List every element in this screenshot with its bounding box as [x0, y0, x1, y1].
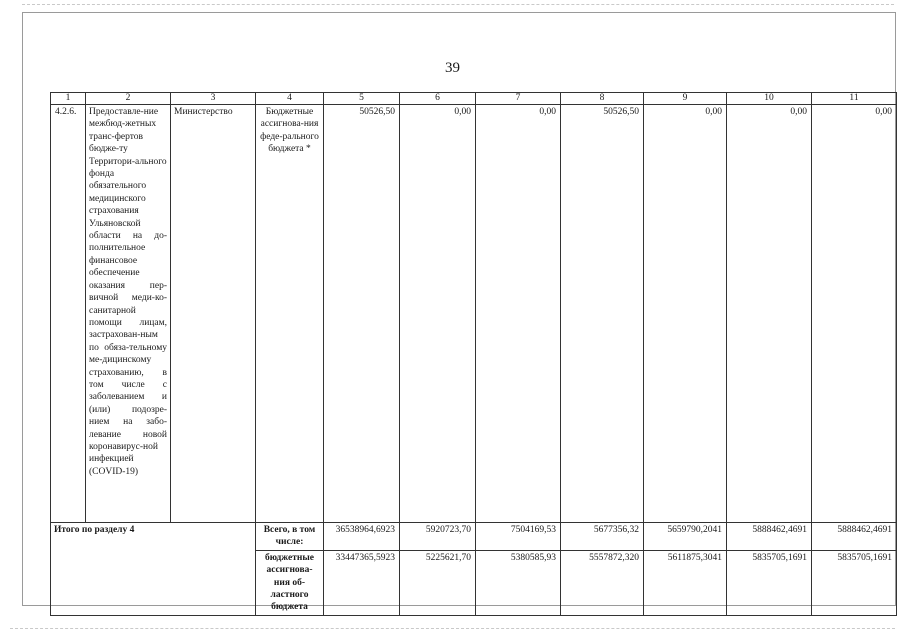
- item-name: Предоставле-ние межбюд-жетных транс-фертов бюдже-ту Территори-ального фонда обязательного медицинского страхования Ульяновской области на до-полнительное финансовое обеспечение оказания пер-вичной меди-ко-санитарной помощи лицам, застрахован-ным по обяза-тельному ме-дицинскому страхованию, в том числе с заболеванием и (или) подозре-нием на забо-левание новой коронавирус-ной инфекцией (COVID-19): [86, 105, 171, 523]
- totals-value: 36538964,6923: [324, 523, 400, 551]
- budget-table: [50, 92, 897, 616]
- totals-desc: бюджетные ассигнова-ния об-ластного бюджета: [256, 550, 324, 615]
- totals-value: 5677356,32: [561, 523, 644, 551]
- item-code: 4.2.6.: [51, 105, 86, 523]
- item-value: 0,00: [727, 105, 812, 523]
- column-number: 5: [324, 93, 400, 105]
- scan-edge-top: [22, 4, 894, 5]
- totals-value: 5225621,70: [400, 550, 476, 615]
- totals-value: 5380585,93: [476, 550, 561, 615]
- column-number: 8: [561, 93, 644, 105]
- column-number: 10: [727, 93, 812, 105]
- item-funding-source: Бюджетные ассигнова-ния феде-рального бюджета *: [256, 105, 324, 523]
- column-number: 1: [51, 93, 86, 105]
- totals-value: 5611875,3041: [644, 550, 727, 615]
- column-number: 7: [476, 93, 561, 105]
- column-number-row: [51, 93, 897, 105]
- item-value: 50526,50: [561, 105, 644, 523]
- totals-value: 5557872,320: [561, 550, 644, 615]
- totals-row: [51, 523, 897, 551]
- totals-value: 5888462,4691: [812, 523, 897, 551]
- totals-value: 5659790,2041: [644, 523, 727, 551]
- totals-label: Итого по разделу 4: [51, 523, 256, 616]
- item-executor: Министерство: [171, 105, 256, 523]
- item-value: 0,00: [644, 105, 727, 523]
- page-number: 39: [445, 60, 460, 76]
- item-value: 50526,50: [324, 105, 400, 523]
- item-value: 0,00: [476, 105, 561, 523]
- item-value: 0,00: [400, 105, 476, 523]
- column-number: 3: [171, 93, 256, 105]
- column-number: 9: [644, 93, 727, 105]
- column-number: 4: [256, 93, 324, 105]
- totals-desc: Всего, в том числе:: [256, 523, 324, 551]
- totals-value: 5888462,4691: [727, 523, 812, 551]
- table-row: [51, 105, 897, 523]
- column-number: 6: [400, 93, 476, 105]
- totals-value: 5920723,70: [400, 523, 476, 551]
- totals-value: 33447365,5923: [324, 550, 400, 615]
- column-number: 11: [812, 93, 897, 105]
- column-number: 2: [86, 93, 171, 105]
- totals-value: 5835705,1691: [812, 550, 897, 615]
- item-value: 0,00: [812, 105, 897, 523]
- scan-edge-bottom: [10, 628, 895, 629]
- totals-value: 7504169,53: [476, 523, 561, 551]
- totals-value: 5835705,1691: [727, 550, 812, 615]
